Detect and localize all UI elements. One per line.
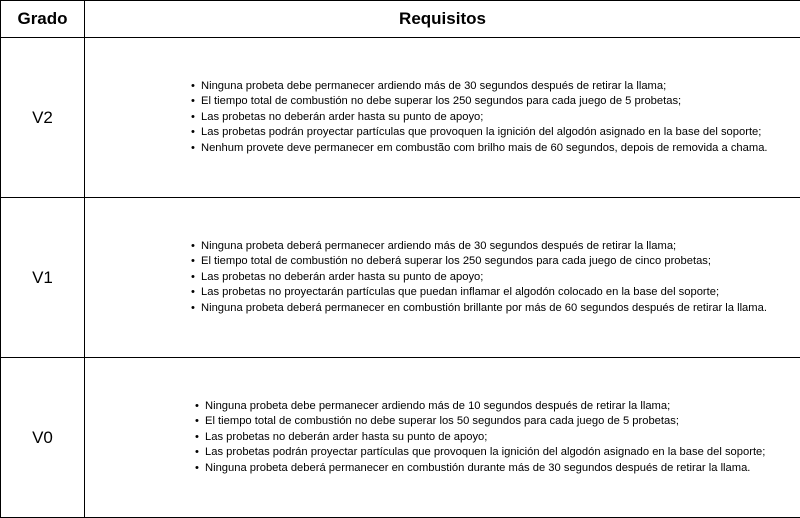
- list-item: • Ninguna probeta deberá permanecer ardiendo más de 30 segundos después de retirar la llama;: [191, 239, 800, 255]
- grade-cell: V1: [1, 198, 85, 358]
- table-row: [1, 38, 800, 198]
- grade-cell: V2: [1, 38, 85, 198]
- list-item: • Ninguna probeta debe permanecer ardiendo más de 30 segundos después de retirar la llama;: [191, 79, 800, 95]
- requirements-cell: [85, 358, 800, 518]
- list-item: • Nenhum provete deve permanecer em combustão com brilho mais de 60 segundos, depois de removida a chama.: [191, 141, 800, 157]
- list-item: • Las probetas no deberán arder hasta su punto de apoyo;: [191, 270, 800, 286]
- table-row: [1, 198, 800, 358]
- requirements-list: [85, 399, 800, 477]
- header-row: [1, 1, 800, 38]
- table-row: [1, 358, 800, 518]
- grade-header: Grado: [1, 1, 85, 38]
- list-item: • Ninguna probeta debe permanecer ardiendo más de 10 segundos después de retirar la llama;: [195, 399, 800, 415]
- list-item: • El tiempo total de combustión no debe superar los 50 segundos para cada juego de 5 probetas;: [195, 414, 800, 430]
- list-item: • Las probetas no deberán arder hasta su punto de apoyo;: [191, 110, 800, 126]
- list-item: • Las probetas podrán proyectar partículas que provoquen la ignición del algodón asignado en la base del soporte;: [195, 445, 800, 461]
- list-item: • Ninguna probeta deberá permanecer en combustión brillante por más de 60 segundos después de retirar la llama.: [191, 301, 800, 317]
- list-item: • El tiempo total de combustión no deberá superar los 250 segundos para cada juego de cinco probetas;: [191, 254, 800, 270]
- requirements-header: Requisitos: [85, 1, 800, 38]
- grade-cell: V0: [1, 358, 85, 518]
- requirements-cell: [85, 38, 800, 198]
- requirements-cell: [85, 198, 800, 358]
- requirements-list: [85, 79, 800, 157]
- list-item: • El tiempo total de combustión no debe superar los 250 segundos para cada juego de 5 probetas;: [191, 94, 800, 110]
- list-item: • Ninguna probeta deberá permanecer en combustión durante más de 30 segundos después de retirar la llama.: [195, 461, 800, 477]
- list-item: • Las probetas no deberán arder hasta su punto de apoyo;: [195, 430, 800, 446]
- requirements-list: [85, 239, 800, 317]
- list-item: • Las probetas no proyectarán partículas que puedan inflamar el algodón colocado en la base del soporte;: [191, 285, 800, 301]
- list-item: • Las probetas podrán proyectar partículas que provoquen la ignición del algodón asignado en la base del soporte;: [191, 125, 800, 141]
